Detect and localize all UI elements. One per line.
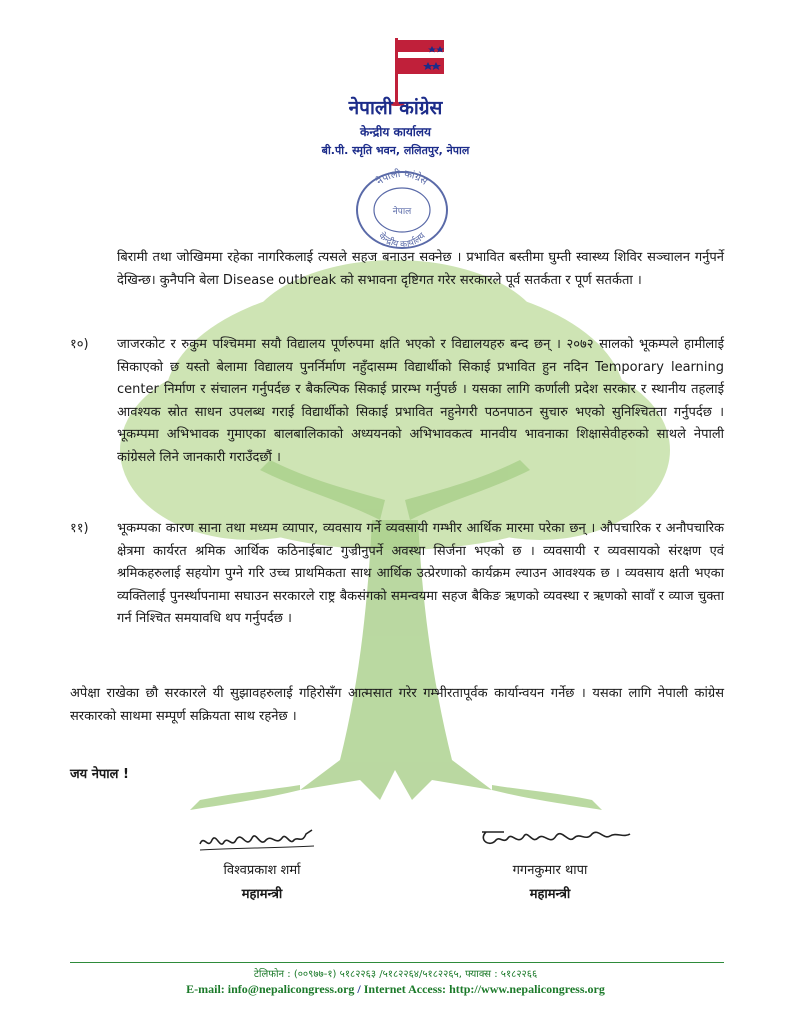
footer-contact-line xyxy=(0,982,791,997)
signatory-name: गगनकुमार थापा xyxy=(512,863,588,878)
seal-top-text: नेपाली कांग्रेस xyxy=(374,168,430,188)
organization-name: नेपाली कांग्रेस xyxy=(348,97,443,119)
signature-2 xyxy=(474,818,654,856)
salutation: जय नेपाल ! xyxy=(70,767,129,782)
item-text: भूकम्पका कारण साना तथा मध्यम व्यापार, व्यवसाय गर्ने व्यवसायी गम्भीर आर्थिक मारमा परेका छन् । औपचारिक र अनौपचारिक क्षेत्रमा कार्यरत श्रमिक आर्थिक कठिनाईबाट गुज्रीनुपर्ने अवस्था सिर्जना भएको छ । व्यवसायी र व्यवसायको संरक्षण एवं श्रमिकहरुलाई सहयोग पुग्ने गरि उच्च प्राथमिकता साथ आर्थिक उत्प्रेरणाको कार्यक्रम ल्याउन आवश्यक छ । व्यवसाय क्षती भएका व्यक्तिलाई पुनर्स्थापनामा सघाउन सरकारले राष्ट्र बैकसंगको समन्वयमा सहज बैकिङ ऋणको व्यवस्था र ऋणको सावाँ र व्याज चुक्ता गर्न निश्चित समयावधि थप गर्नुपर्दछ । xyxy=(117,521,724,626)
office-seal-stamp xyxy=(351,168,453,252)
paragraph-intro: बिरामी तथा जोखिममा रहेका नागरिकलाई त्यसले सहज बनाउन सक्नेछ । प्रभावित बस्तीमा घुम्ती स्वास्थ्य शिविर सञ्चालन गर्नुपर्ने देखिन्छ। कुनैपनि बेला Disease outbreak को सभावना दृष्टिगत गरेर सरकारले पूर्व सतर्कता र पूर्ण सतर्कता । xyxy=(117,250,724,288)
item-number: १०) xyxy=(70,337,89,352)
seal-bottom-text: केन्द्रीय कार्यालय xyxy=(376,231,428,251)
closing-paragraph: अपेक्षा राखेका छौ सरकारले यी सुझावहरुलाई गहिरोसँग आत्मसात गरेर गम्भीरतापूर्वक कार्यान्वयन गर्नेछ । यसका लागि नेपाली कांग्रेस सरकारको साथमा सम्पूर्ण सक्रियता साथ रहनेछ । xyxy=(70,686,724,724)
signatory-name: विश्वप्रकाश शर्मा xyxy=(223,863,301,878)
office-name: केन्द्रीय कार्यालय xyxy=(359,125,432,139)
office-address: बी.पी. स्मृति भवन, ललितपुर, नेपाल xyxy=(321,144,470,157)
signatory-title: महामन्त्री xyxy=(241,887,283,902)
email-label: E-mail: xyxy=(186,982,225,996)
seal-middle-text: नेपाल xyxy=(392,207,412,217)
svg-text:नेपाली कांग्रेस xyxy=(374,168,429,188)
item-number: ११) xyxy=(70,521,89,536)
website-link[interactable]: http://www.nepalicongress.org xyxy=(449,982,605,996)
signature-1 xyxy=(194,820,374,858)
footer-phone-line: टेलिफोन : (००९७७-१) ५१८२२६३ /५१८२२६४/५१८२२६५, फ्याक्स : ५१८२२६६ xyxy=(253,969,538,980)
web-label: Internet Access: xyxy=(363,982,447,996)
item-text: जाजरकोट र रुकुम पश्चिममा सयौ विद्यालय पूर्णरुपमा क्षति भएको र विद्यालयहरु बन्द छन् । २०७२ सालको भूकम्पले हामीलाई सिकाएको छ यस्तो बेलामा विद्यालय पुनर्निर्माण नहुँदासम्म विद्यार्थीको सिकाई प्रभावित हुन नदिन Temporary learning center निर्माण र संचालन गर्नुपर्दछ र बैकल्पिक सिकाई प्रारम्भ गर्नुपर्छ । यसका लागि कर्णाली प्रदेश सरकार र स्थानीय तहलाई आवश्यक स्रोत साधन उपलब्ध गराई विद्यार्थीको सिकाई प्रभावित नहुनेगरी पठनपाठन सुचारु भएको सुनिश्चितता गर्नुपर्दछ । भूकम्पमा अभिभावक गुमाएका बालबालिकाको अध्ययनको अभिभावकत्व मानवीय भावनाका शिक्षासेवीहरुको साथले नेपाली कांग्रेसले लिने जानकारी गराउँदछौं । xyxy=(117,337,724,465)
footer-divider xyxy=(70,962,724,963)
signatory-title: महामन्त्री xyxy=(529,887,571,902)
email-link[interactable]: info@nepalicongress.org xyxy=(227,982,355,996)
separator: / xyxy=(357,982,361,996)
